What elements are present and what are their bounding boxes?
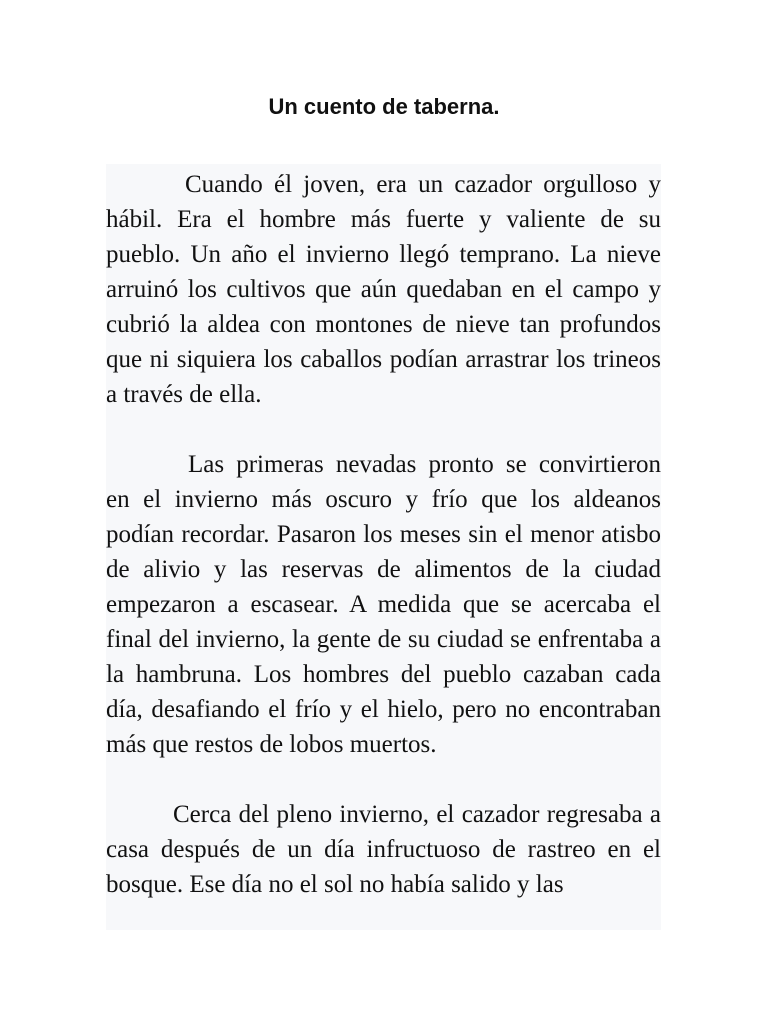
story-text-block	[106, 164, 661, 930]
paragraph-3: Cerca del pleno invierno, el cazador regresaba a casa después de un día infructuoso de rastreo en el bosque. Ese día no el sol no había salido y las	[106, 801, 661, 898]
paragraph-2: Las primeras nevadas pronto se convirtieron en el invierno más oscuro y frío que los aldeanos podían recordar. Pasaron los meses sin el menor atisbo de alivio y las reservas de alimentos de la ciudad empezaron a escasear. A medida que se acercaba el final del invierno, la gente de su ciudad se enfrentaba a la hambruna. Los hombres del pueblo cazaban cada día, desafiando el frío y el hielo, pero no encontraban más que restos de lobos muertos.	[106, 451, 661, 758]
paragraph-1: Cuando él joven, era un cazador orgulloso y hábil. Era el hombre más fuerte y valiente de su pueblo. Un año el invierno llegó temprano. La nieve arruinó los cultivos que aún quedaban en el campo y cubrió la aldea con montones de nieve tan profundos que ni siquiera los caballos podían arrastrar los trineos a través de ella.	[106, 171, 661, 408]
page-title: Un cuento de taberna.	[268, 94, 500, 119]
